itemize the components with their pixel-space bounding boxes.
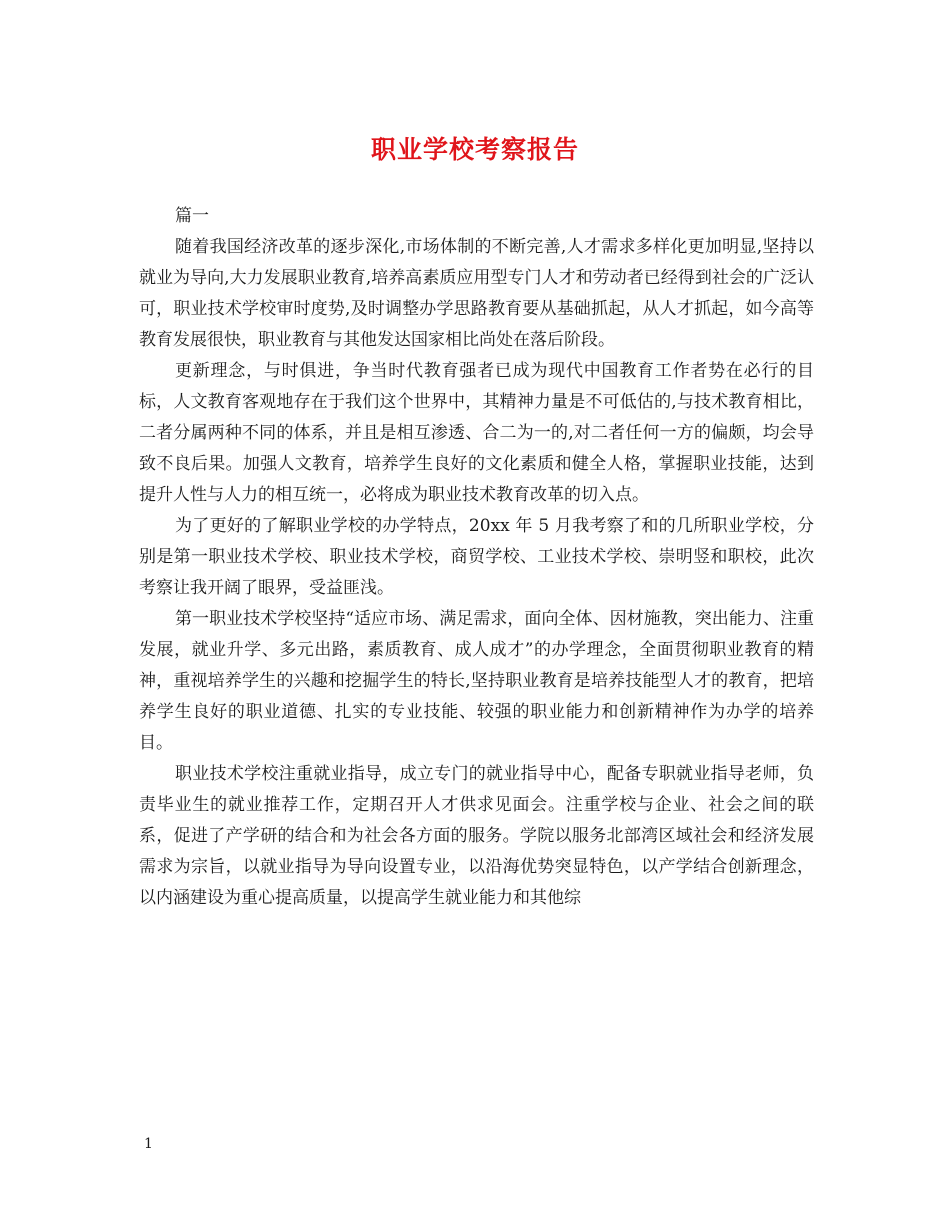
paragraph-3: 为了更好的了解职业学校的办学特点，20xx 年 5 月我考察了和的几所职业学校，分别是第一职业技术学校、职业技术学校，商贸学校、工业技术学校、崇明竖和职校，此次考察让我开阔了眼界，受益匪浅。 [139, 516, 814, 598]
paragraph-4: 第一职业技术学校坚持“适应市场、满足需求，面向全体、因材施教，突出能力、注重发展，就业升学、多元出路，素质教育、成人成才”的办学理念，全面贯彻职业教育的精神，重视培养学生的兴趣和挖掘学生的特长,坚持职业教育是培养技能型人才的教育，把培养学生良好的职业道德、扎实的专业技能、较强的职业能力和创新精神作为办学的培养目。 [139, 609, 814, 753]
page-number: 1 [144, 1136, 153, 1152]
section-label: 篇一 [175, 206, 209, 226]
paragraph-1: 随着我国经济改革的逐步深化,市场体制的不断完善,人才需求多样化更加明显,坚持以就业为导向,大力发展职业教育,培养高素质应用型专门人才和劳动者已经得到社会的广泛认可，职业技术学校审时度势,及时调整办学思路教育要从基础抓起，从人才抓起，如今高等教育发展很快，职业教育与其他发达国家相比尚处在落后阶段。 [139, 237, 814, 350]
paragraph-2: 更新理念，与时俱进，争当时代教育强者已成为现代中国教育工作者势在必行的目标，人文教育客观地存在于我们这个世界中，其精神力量是不可低估的,与技术教育相比，二者分属两种不同的体系，并且是相互渗透、合二为一的,对二者任何一方的偏颇，均会导致不良后果。加强人文教育，培养学生良好的文化素质和健全人格，掌握职业技能，达到提升人性与人力的相互统一，必将成为职业技术教育改革的切入点。 [139, 361, 814, 505]
document-title: 职业学校考察报告 [370, 135, 579, 164]
document-body [139, 201, 814, 914]
paragraph-5: 职业技术学校注重就业指导，成立专门的就业指导中心，配备专职就业指导老师，负责毕业生的就业推荐工作，定期召开人才供求见面会。注重学校与企业、社会之间的联系，促进了产学研的结合和为社会各方面的服务。学院以服务北部湾区域社会和经济发展需求为宗旨，以就业指导为导向设置专业，以沿海优势突显特色，以产学结合创新理念，以内涵建设为重心提高质量，以提高学生就业能力和其他综 [139, 764, 814, 908]
